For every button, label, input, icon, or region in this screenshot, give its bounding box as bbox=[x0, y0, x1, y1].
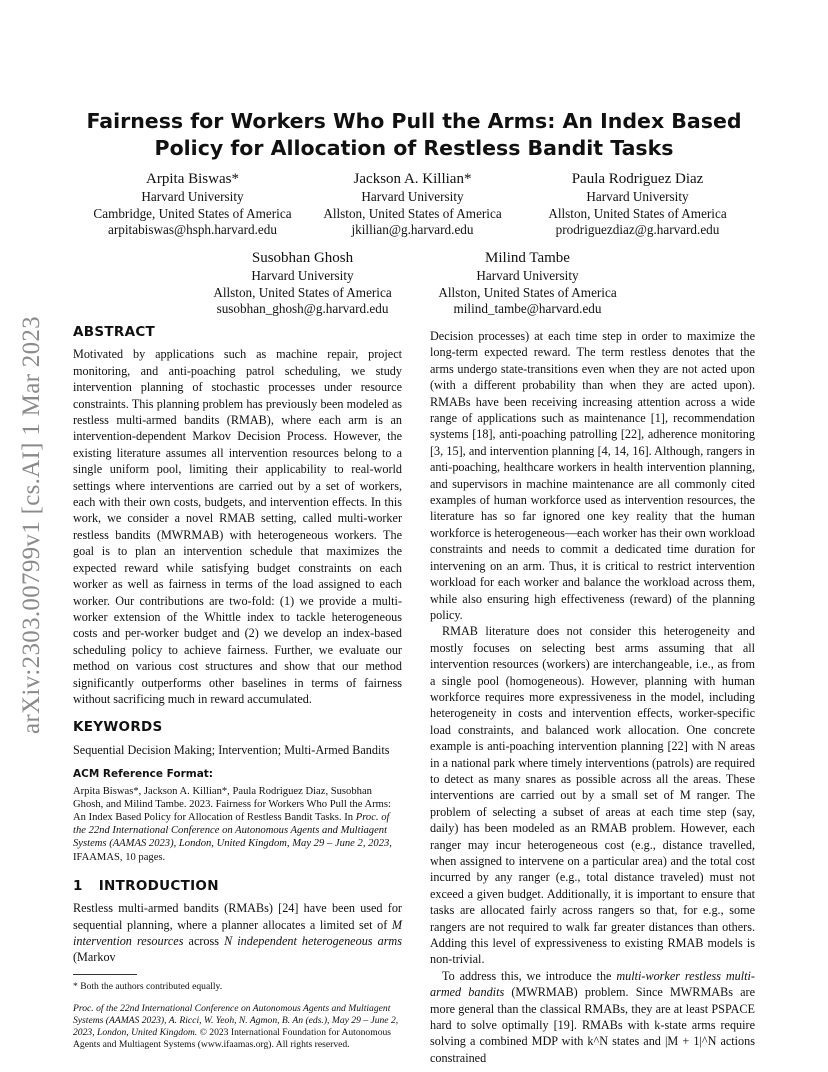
body-paragraph: RMAB literature does not consider this heterogeneity and mostly focuses on selecting best arms assuming that all intervention resources (workers) are interchangeable, i.e., as from a single pool (homogeneous). However, planning with human workforce requires more expressiveness in the model, including heterogeneity in costs and intervention effects, worker-specific load constraints, and balanced work allocation. One concrete example is anti-poaching intervention planning [22] with N areas in a national park where timely interventions (patrols) are required to detect as many snares as possible across all the areas. These interventions are carried out by a small set of M ranger. The problem of selecting a subset of areas at each time step (say, daily) has been modeled as an RMAB problem. However, each ranger may incur heterogeneous cost (e.g., distance travelled, when assigned to intervene on a particular area) and the total cost incurred by any ranger (e.g., total distance traveled) must not exceed a given budget. Additionally, it is important to ensure that tasks are allocated fairly across rangers so that, for e.g., some rangers are not required to walk far greater distances than others. Adding this level of expressiveness to existing RMAB models is non-trivial. bbox=[430, 624, 755, 967]
arxiv-identifier: arXiv:2303.00799v1 [cs.AI] 1 Mar 2023 bbox=[18, 316, 46, 734]
author-name: Paula Rodriguez Diaz bbox=[571, 171, 704, 187]
intro-heading-text: INTRODUCTION bbox=[98, 877, 219, 894]
author-email: susobhan_ghosh@g.harvard.edu bbox=[216, 301, 389, 316]
author-block bbox=[70, 170, 315, 239]
author-block bbox=[515, 170, 760, 239]
body-paragraph bbox=[430, 968, 755, 1066]
author-name: Jackson A. Killian* bbox=[353, 171, 472, 187]
acm-reference-venue: Proc. of the 22nd International Conference on Autonomous Agents and Multiagent Systems (AAMAS 2023), London, United Kingdom, May 29 – June 2, 2023, bbox=[73, 811, 392, 850]
author-email: arpitabiswas@hsph.harvard.edu bbox=[108, 222, 277, 237]
acm-reference-authors: Arpita Biswas*, Jackson A. Killian*, Paula Rodriguez Diaz, Susobhan Ghosh, and Milind Tambe. 2023. Fairness for Workers Who Pull the Arms: An Index Based Policy for Allocation of Restless Bandit Tasks. In bbox=[73, 785, 391, 823]
author-affiliation: Harvard University bbox=[476, 268, 579, 283]
keywords-text: Sequential Decision Making; Intervention; Multi-Armed Bandits bbox=[73, 742, 390, 757]
author-name: Arpita Biswas* bbox=[146, 171, 239, 187]
intro-text: across bbox=[183, 934, 225, 948]
author-email: jkillian@g.harvard.edu bbox=[351, 222, 474, 237]
body-text: To address this, we introduce the bbox=[442, 968, 617, 983]
body-paragraph: Decision processes) at each time step in order to maximize the long-term expected reward. The term restless denotes that the arms undergo state-transitions even when they are not acted upon (with a different probability than when they are acted upon). RMABs have been receiving increasing attention across a wide range of applications such as maintenance [1], recommendation systems [18], anti-poaching patrolling [22], adherence monitoring [3, 15], and intervention planning [4, 14, 16]. Although, rangers in anti-poaching, healthcare workers in health intervention planning, and supervisors in machine maintenance are all commonly cited examples of human workforce used as intervention resources, the literature has so far ignored one key reality that the human workforce is heterogeneous—each worker has their own workload constraints and needs to commit a dedicated time duration for intervening on an arm. Thus, it is critical to restrict intervention workload for each worker and balance the workload across them, while also ensuring high effectiveness (reward) of the planning policy. bbox=[430, 329, 755, 622]
paper-title: Fairness for Workers Who Pull the Arms: An Index Based Policy for Allocation of Restless Bandit Tasks bbox=[86, 109, 742, 160]
author-email: prodriguezdiaz@g.harvard.edu bbox=[555, 222, 720, 237]
abstract-text: Motivated by applications such as machine repair, project monitoring, and anti-poaching patrol scheduling, we study intervention planning of stochastic processes under resource constraints. This planning problem has previously been modeled as restless multi-armed bandits (RMAB), where each arm is an intervention-dependent Markov Decision Process. However, the existing literature assumes all intervention resources belong to a single uniform pool, limiting their applicability to real-world settings where interventions are carried out by a set of workers, each with their own costs, budgets, and intervention effects. In this work, we consider a novel RMAB setting, called multi-worker restless bandits (MWRMAB) with heterogeneous workers. The goal is to plan an intervention schedule that maximizes the expected reward while satisfying budget constraints on each worker as well as fairness in terms of the load assigned to each worker. Our contributions are two-fold: (1) we provide a multi-worker extension of the Whittle index to tackle heterogeneous costs and per-worker budget and (2) we develop an index-based scheduling policy to achieve fairness. Further, we evaluate our method on various cost structures and show that our method significantly outperforms other baselines in terms of fairness without sacrificing much in reward accumulated. bbox=[73, 347, 402, 706]
author-affiliation: Harvard University bbox=[141, 189, 244, 204]
author-location: Allston, United States of America bbox=[438, 284, 617, 300]
author-location: Allston, United States of America bbox=[548, 205, 727, 221]
intro-text-italic: N independent heterogeneous arms bbox=[224, 934, 402, 948]
author-name: Susobhan Ghosh bbox=[251, 250, 354, 266]
author-block bbox=[180, 249, 425, 318]
intro-text: Restless multi-armed bandits (RMABs) [24] have been used for sequential planning, where a planner allocates a limited set of bbox=[73, 901, 402, 932]
body-text: (MWRMAB) problem. Since MWRMABs are more general than the classical RMABs, they are at least PSPACE hard to solve optimally [19]. RMABs with k-state arms require solving a combined MDP with k^N states and |M + 1|^N actions constrained bbox=[430, 985, 755, 1065]
author-email: milind_tambe@harvard.edu bbox=[453, 301, 602, 316]
proceedings-note bbox=[73, 1003, 402, 1051]
intro-number: 1 bbox=[73, 877, 83, 894]
author-affiliation: Harvard University bbox=[251, 268, 354, 283]
author-block bbox=[290, 170, 535, 239]
proceedings-italic: Proc. of the 22nd International Conference on Autonomous Agents and Multiagent Systems (AAMAS 2023), A. Ricci, W. Yeoh, N. Agmon, B. An (eds.), May 29 – June 2, 2023, London, United Kingdom. bbox=[73, 1002, 399, 1038]
acm-reference-heading: ACM Reference Format: bbox=[73, 768, 213, 781]
body-text-italic: multi-worker restless multi-armed bandits bbox=[430, 968, 755, 1000]
intro-text: (Markov bbox=[73, 950, 116, 965]
arxiv-identifier-sidebar bbox=[12, 295, 52, 755]
left-column bbox=[73, 324, 402, 1051]
author-block bbox=[405, 249, 650, 318]
abstract-heading: ABSTRACT bbox=[73, 324, 156, 340]
author-affiliation: Harvard University bbox=[586, 189, 689, 204]
intro-heading bbox=[73, 878, 402, 894]
footnote-rule bbox=[73, 974, 137, 975]
keywords-heading: KEYWORDS bbox=[73, 719, 163, 736]
author-affiliation: Harvard University bbox=[361, 189, 464, 204]
proceedings-copyright: © 2023 International Foundation for Autonomous Agents and Multiagent Systems (www.ifaamas.org). All rights reserved. bbox=[73, 1026, 392, 1050]
intro-paragraph bbox=[73, 900, 402, 966]
author-name: Milind Tambe bbox=[485, 250, 570, 266]
acm-reference-publisher: IFAAMAS, 10 pages. bbox=[73, 851, 166, 863]
acm-reference-text bbox=[73, 785, 402, 864]
footnote: * Both the authors contributed equally. bbox=[73, 980, 223, 992]
author-location: Cambridge, United States of America bbox=[93, 205, 292, 221]
author-location: Allston, United States of America bbox=[323, 205, 502, 221]
intro-text-italic: M intervention resources bbox=[73, 917, 402, 948]
author-location: Allston, United States of America bbox=[213, 284, 392, 300]
right-column bbox=[430, 328, 755, 1066]
